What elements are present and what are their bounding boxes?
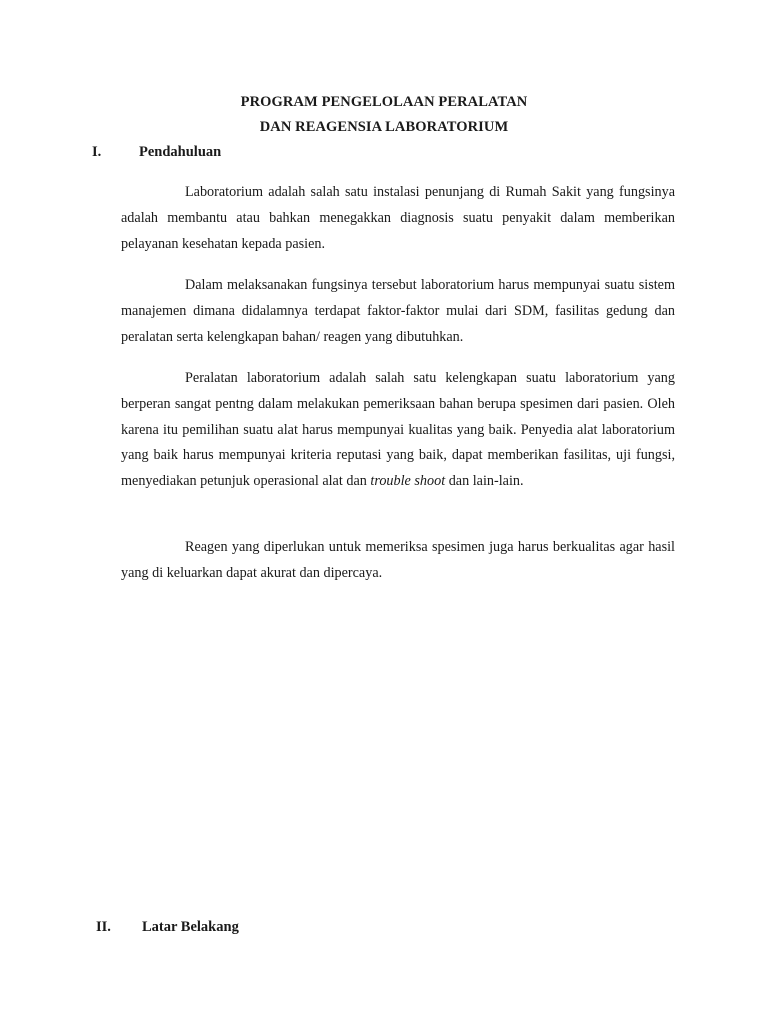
paragraph-peralatan [121,366,675,495]
paragraph-peralatan-text: Peralatan laboratorium adalah salah satu kelengkapan suatu laboratorium yang berperan sangat pentng dalam melakukan pemeriksaan bahan berupa spesimen dari pasien. Oleh karena itu pemilihan suatu alat harus mempunyai kualitas yang baik. Penyedia alat laboratorium yang baik harus mempunyai kriteria reputasi yang baik, dapat memberikan fasilitas, uji fungsi, menyediakan petunjuk operasional alat dan [121,370,675,490]
paragraph-peralatan-tail: dan lain-lain. [445,473,524,490]
document-title-line-1: PROGRAM PENGELOLAAN PERALATAN [240,94,528,110]
document-title-line-2: DAN REAGENSIA LABORATORIUM [259,119,509,135]
paragraph-fungsi: Dalam melaksanakan fungsinya tersebut laboratorium harus mempunyai suatu sistem manajemen dimana didalamnya terdapat faktor-faktor mulai dari SDM, fasilitas gedung dan peralatan serta kelengkapan bahan/ reagen yang dibutuhkan. [121,277,675,345]
section-number: I. [92,144,102,160]
section-title: Pendahuluan [139,144,222,160]
section-title: Latar Belakang [142,919,239,935]
paragraph-laboratorium: Laboratorium adalah salah satu instalasi penunjang di Rumah Sakit yang fungsinya adalah membantu atau bahkan menegakkan diagnosis suatu penyakit dalam memberikan pelayanan kesehatan kepada pasien. [121,184,675,252]
section-number: II. [96,919,111,935]
italic-term: trouble shoot [370,473,446,490]
paragraph-reagen: Reagen yang diperlukan untuk memeriksa spesimen juga harus berkualitas agar hasil yang di keluarkan dapat akurat dan dipercaya. [121,539,675,581]
